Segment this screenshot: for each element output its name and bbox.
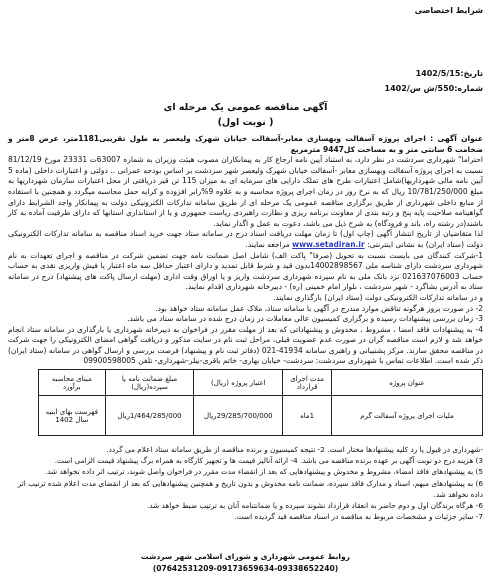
notice-round: ( نوبت اول) <box>217 117 274 128</box>
table-cell: ملیات اجرای پروژه آسفالت گرم <box>332 396 483 436</box>
notice-item-1: 1-شرکت کنندگان می بایست نسبت به تحویل (صرفا" پاکت الف) شامل اصل ضمانت نامه جهت تضمین شرکت در مناقصه و اجرای تعهدات به نام شهرداری سردشت دارای شناسه ملی 14002898567بدون قید و شرط قابل تمدید و دارای اعتبار حداقل سه ماه اعتبار یا فیش واریزی نقدی به حساب حساب 021637076003 نزد بانک ملی به نام سپرده شهرداری سردشت واریز و یا اوراق وقت اداری (مهلت ارسال پاکت های پیشنهاد) درج در سامانه ستاد به آدرس بشاگرد - شهر سردشت ، بلوار امام خمینی (ره) - دبیرخانه شهرداری اقدام نمایند. <box>8 250 483 292</box>
notice-item-3: 3- زمان بررسی پیشنهادات رسیده و برگزاری کمیسیون عالی معاملات در زمان درج شده در سامانه ستاد می باشد. <box>127 314 483 324</box>
note-item: 7- سایر جزئیات و مشخصات مربوط به مناقصه در اسناد مناقصه قید گردیده است. <box>234 512 483 522</box>
paragraph-2-text: لذا متقاضیان از تاریخ انتشار آگهی (چاپ اول) تا زمان مهلت دریافت اسناد درج در سامانه ستاد جهت خرید اسناد مناقصه به سامانه تدارکات الکترونیکی دولت (ستاد ایران) به نشانی اینترنتی: <box>8 229 483 249</box>
table-cell: 29/285/700/000ریال <box>194 396 283 436</box>
notice-paragraph-1: احتراما" شهرداری سردشت در نظر دارد، به استناد آیین نامه ارجاع کار به پیمانکاران مصوب هیئت وزیران به شماره 63007ت 23331 مورخ 81/12/19 نسبت به اجرای پروژه آسفالت وبهسازی معابر -آسفالت خیابان شهرک ولیعصر شهر سردشت بر اساس بودجه عمرانی .. دولتی و اعتبارات داخلی (ماده 5 آیین نامه مالی شهرداریها)شامل اعتبارات طرح های تملک دارایی های سرمایه ای به میزان 115 تن قیر دریافتی از محل اعتبارات سازمان شهرداریها به مبلغ 10/781/250/000 ریال که به نرخ روز در زمان اجرای پروژه محاسبه و به علاوه 9%رابر افزوده و کرایه حمل محاسبه میگردد و همچنین با استفاده از منابع داخلی شهرداری از طریق برگزاری مناقصه عمومی یک مرحله ای از طریق سامانه تدارکات الکترونیکی دولت به پیمانکار واجد الشرایط دارای گواهینامه صلاحیت پایه پنج و رتبه بندی از معاونت برنامه ریزی و نظارت راهبردی ریاست جمهوری و یا از استانداری استانها که دارای ظرفیت آماده به کار باشند(در رشته راه، باند و فرودگاه) به شرح ذیل می باشد، دعوت به عمل و اگذار نماید. <box>8 155 483 228</box>
notice-item-2: 2- در صورت بروز هرگونه تناقض موارد مندرج در آگهی با سامانه ستاد، ملاک عمل سامانه ستاد خواهد بود. <box>155 303 483 313</box>
notice-number: شماره:550/ش س/1402 <box>384 84 483 93</box>
table-header: مدت اجرای قرارداد <box>283 370 332 396</box>
note-item: 5) به پیشنهادهای فاقد امضاء، مشروط و مخدوش و پیشنهادهایی که بعد از انقضاء مدت مقرر در فراخوان واصل شوند، ترتیب اثر داده نخواهد شد. <box>44 467 483 477</box>
notice-body <box>8 134 483 367</box>
paragraph-2-end: مراجعه نمایند. <box>245 239 290 249</box>
note-item: -شهرداری در قبول یا رد کلیه پیشنهادها مختار است. 2- نتیجه کمیسیون و برنده مناقصه از طریق سامانه ستاد اعلام می گردد. <box>106 445 483 454</box>
notice-paragraph-2 <box>8 229 483 250</box>
table-row <box>39 396 483 436</box>
note-item: 6) به پیشنهادهای مبهم، اسناد و مدارک فاقد سپرده، ضمانت نامه مخدوش و بدون تاریخ و همچنین پیشنهادهایی که بعد از انقضای مدت اعلام شده ترتیب اثر داده نخواهد شد. <box>17 478 483 499</box>
table-header: اعتبار پروژه (ریال) <box>194 370 283 396</box>
note-item: 3) هزینه درج دو نوبت آگهی بر عهده برنده مناقصه می باشد. 4- ارائه آنالیز قیمت ها و تجهیز کارگاه به همراه برگ پیشنهاد قیمت الزامی است. <box>54 456 483 466</box>
project-table <box>38 369 483 436</box>
table-cell: فهرست بهای ابنیه سال 1402 <box>39 396 106 436</box>
footer-phones: (07642531209-09173659634-09338652240) <box>152 564 339 573</box>
table-header: مبنای محاسبه برآورد <box>39 370 106 396</box>
note-item: 6- هرگاه برندگان اول و دوم حاضر به انعقاد قرارداد نشوند سپرده و یا ضمانتنامه آنان به ترتیب ضبط خواهد شد. <box>146 501 483 511</box>
notice-item-4: 4- به پیشنهادات فاقد امضا ، مشروط ، مخدوش و پیشنهاداتی که بعد از مهلت مقرر در فراخوان به دبیرخانه شهرداری یا بارگذاری در سامانه ستاد انجام خواهد شد و لازم است مناقصه گران در صورت عدم عضویت قبلی، مراحل ثبت نام در سایت مذکور و دریافت گواهی امضای الکترونیکی را جهت شرکت در مناقصه محقق سازند. مرکز پشتیبانی و راهبری سامانه 41934-021 (دفاتر ثبت نام و پیشنهاد) فرصت بررسی و ارسال گواهی در سامانه (ستاد ایران) ذکر شده است. اطلاعات تماس با شهرداری سردشت: سردشت- خیابان بهاری- خاتم باقری-بیلر-شهرداری- تلفن 09900598005 <box>8 324 483 366</box>
footer-publisher: روابط عمومی شهرداری و شورای اسلامی شهر سردشت <box>141 552 350 561</box>
table-cell: 1/464/285/000ریال <box>105 396 194 436</box>
table-header: مبلغ ضمانت نامه یا سپرده(ریال) <box>105 370 194 396</box>
notice-title: آگهی مناقصه عمومی یک مرحله ای <box>163 102 328 113</box>
notice-notes <box>8 444 483 522</box>
setadiran-link[interactable]: www.setadiran.ir <box>292 239 365 249</box>
notice-item-1b: و در سامانه تدارکات الکترونیکی دولت (ستاد ایران) بارگذاری نمایند. <box>273 292 483 302</box>
notice-subject: عنوان آگهی : اجرای پروژه آسفالت وبهسازی معابر-آسفالت خیابان شهرک ولیعصر به طول تقریبی1181متر، عرض 8متر و ضخامت 6 سانتی متر و به مساحت کل9447 مترمربع <box>8 134 483 154</box>
table-header-row <box>39 370 483 396</box>
table-header: عنوان پروژه <box>332 370 483 396</box>
table-cell: 1ماه <box>283 396 332 436</box>
notice-date: تاریخ:1402/5/15 <box>415 69 483 78</box>
special-conditions-label: شرایط اختصاصی <box>414 6 483 15</box>
